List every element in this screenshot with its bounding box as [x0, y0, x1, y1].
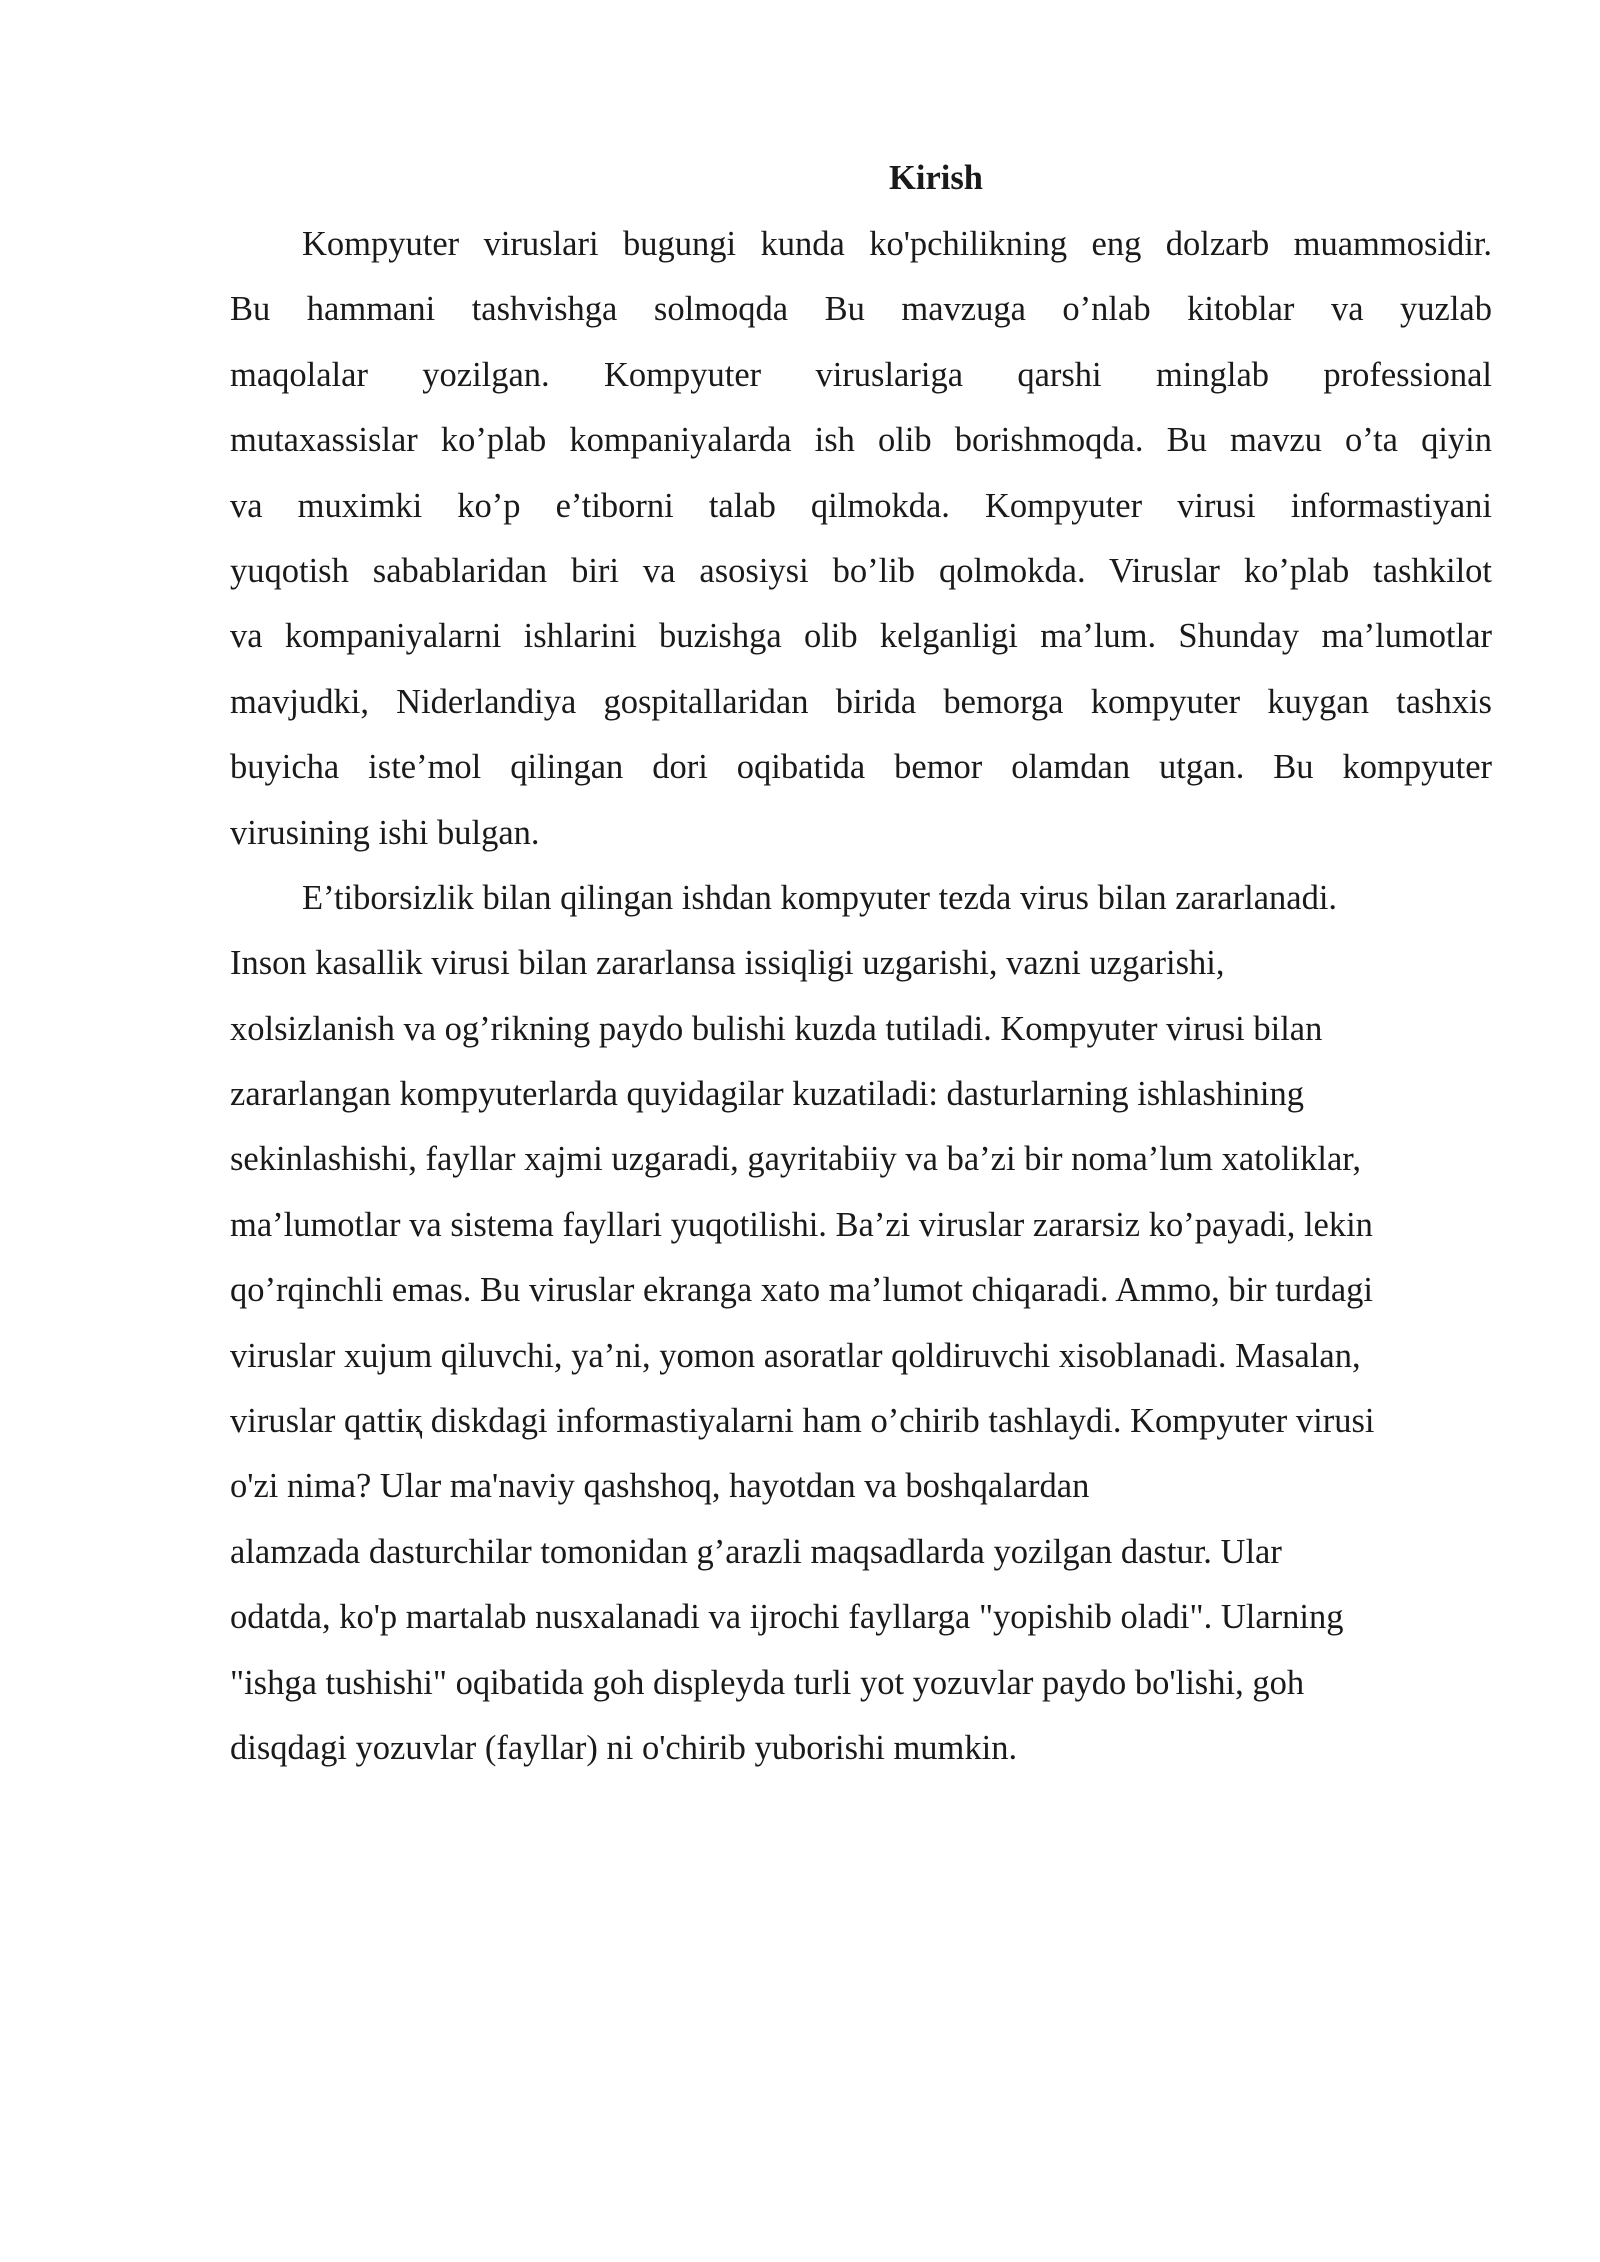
- text-line: yuqotish sabablaridan biri va asosiysi bo’lib qolmokda. Viruslar ko’plab tashkilot: [230, 551, 1492, 590]
- text-line: buyicha iste’mol qilingan dori oqibatida bemor olamdan utgan. Bu kompyuter: [230, 748, 1492, 787]
- text-line: Kompyuter viruslari bugungi kunda ko'pchilikning eng dolzarb muammosidir.: [302, 225, 1492, 263]
- text-line: disqdagi yozuvlar (fayllar) ni o'chirib yuborishi mumkin.: [230, 1728, 1018, 1767]
- text-line: "ishga tushishi" oqibatida goh displeyda turli yot yozuvlar paydo bo'lishi, goh: [230, 1663, 1305, 1702]
- paragraph-2: [230, 866, 1492, 1781]
- text-line: viruslar xujum qiluvchi, ya’ni, yomon asoratlar qoldiruvchi xisoblanadi. Masalan,: [230, 1336, 1361, 1375]
- text-line: Inson kasallik virusi bilan zararlansa issiqligi uzgarishi, vazni uzgarishi,: [230, 944, 1225, 983]
- page-title: Kirish: [889, 159, 983, 197]
- paragraph-1: [230, 212, 1492, 866]
- text-line: mutaxassislar ko’plab kompaniyalarda ish olib borishmoqda. Bu mavzu o’ta qiyin: [230, 421, 1492, 460]
- text-line: qo’rqinchli emas. Bu viruslar ekranga xato ma’lumot chiqaradi. Ammo, bir turdagi: [230, 1271, 1373, 1310]
- text-line: va muximki ko’p e’tiborni talab qilmokda. Kompyuter virusi informastiyani: [230, 486, 1492, 525]
- text-line: sekinlashishi, fayllar xajmi uzgaradi, gayritabiiy va ba’zi bir noma’lum xatoliklar,: [230, 1140, 1362, 1179]
- text-line: viruslar qattiқ diskdagi informastiyalarni ham o’chirib tashlaydi. Kompyuter virusi: [230, 1402, 1375, 1441]
- text-line: zararlangan kompyuterlarda quyidagilar kuzatiladi: dasturlarning ishlashining: [230, 1075, 1304, 1114]
- text-line: virusining ishi bulgan.: [230, 813, 540, 852]
- text-line: va kompaniyalarni ishlarini buzishga olib kelganligi ma’lum. Shunday ma’lumotlar: [230, 617, 1492, 656]
- text-line: mavjudki, Niderlandiya gospitallaridan birida bemorga kompyuter kuygan tashxis: [230, 682, 1492, 721]
- text-line: ma’lumotlar va sistema fayllari yuqotilishi. Ba’zi viruslar zararsiz ko’payadi, lekin: [230, 1205, 1373, 1244]
- text-line: Bu hammani tashvishga solmoqda Bu mavzuga o’nlab kitoblar va yuzlab: [230, 290, 1492, 329]
- text-line: odatda, ko'p martalab nusxalanadi va ijrochi fayllarga "yopishib oladi". Ularning: [230, 1598, 1344, 1637]
- text-line: E’tiborsizlik bilan qilingan ishdan kompyuter tezda virus bilan zararlanadi.: [302, 878, 1338, 917]
- text-line: maqolalar yozilgan. Kompyuter viruslariga qarshi minglab professional: [230, 355, 1492, 394]
- text-line: alamzada dasturchilar tomonidan g’arazli maqsadlarda yozilgan dastur. Ular: [230, 1532, 1282, 1571]
- document-body: [230, 148, 1492, 1781]
- text-line: o'zi nima? Ular ma'naviy qashshoq, hayotdan va boshqalardan: [230, 1467, 1090, 1506]
- text-line: xolsizlanish va og’rikning paydo bulishi kuzda tutiladi. Kompyuter virusi bilan: [230, 1009, 1323, 1048]
